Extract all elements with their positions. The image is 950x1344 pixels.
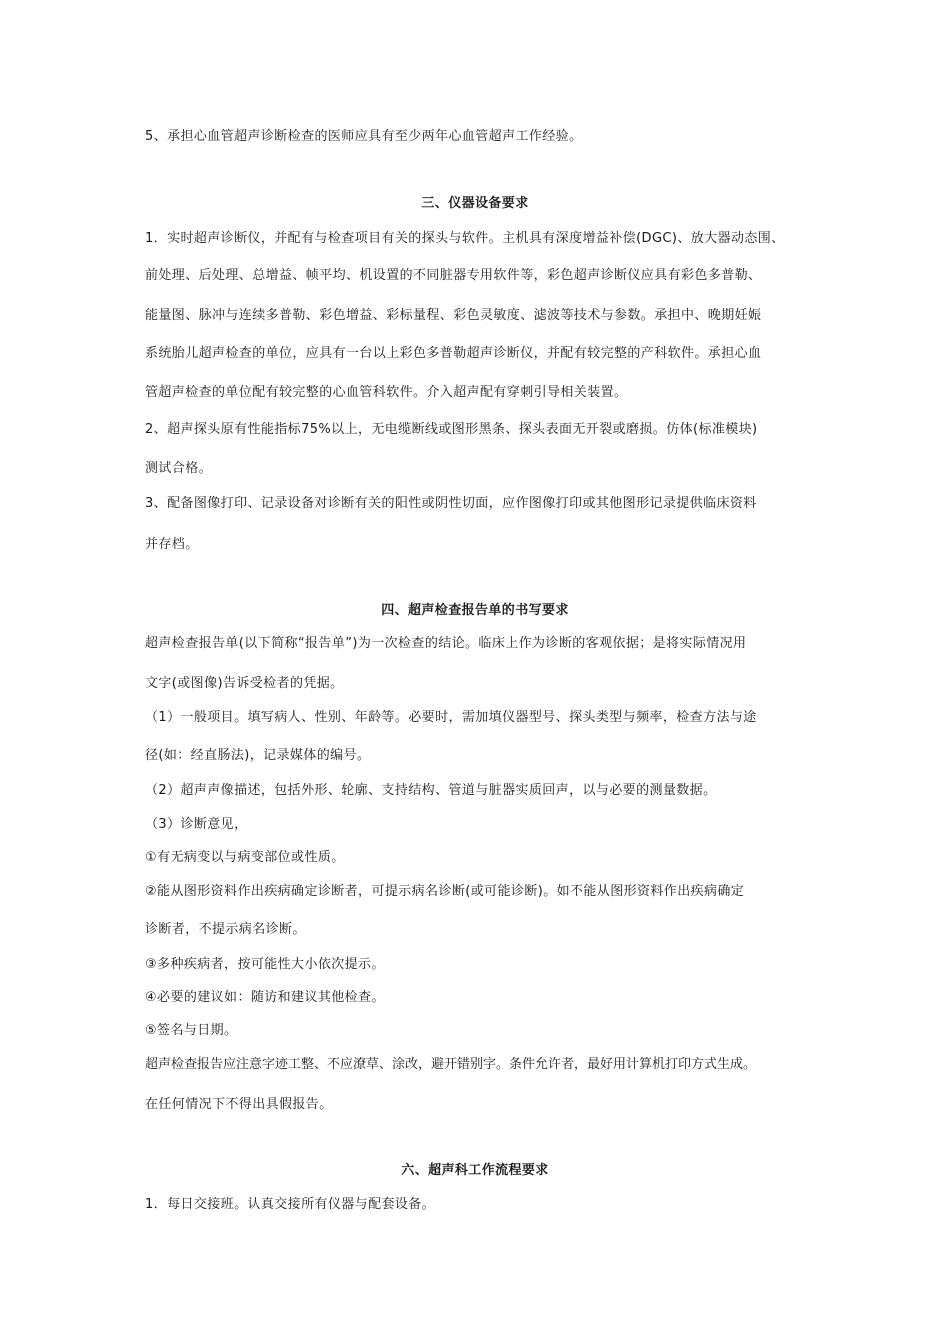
section-heading-workflow: 六、超声科工作流程要求 <box>401 1163 549 1178</box>
paragraph-line: 测试合格。 <box>145 461 213 476</box>
paragraph-line: 3、配备图像打印、记录设备对诊断有关的阳性或阴性切面，应作图像打印或其他图形记录提供临床资料 <box>145 496 757 511</box>
list-item: ③多种疾病者，按可能性大小依次提示。 <box>145 957 385 972</box>
paragraph-line: 2、超声探头原有性能指标75%以上，无电缆断线或图形黑条、探头表面无开裂或磨损。仿体(标准模块) <box>145 422 758 437</box>
paragraph-line: 1．实时超声诊断仪，并配有与检查项目有关的探头与软件。主机具有深度增益补偿(DGC)、放大器动态围、 <box>145 231 785 246</box>
paragraph-line: 径(如：经直肠法)，记录媒体的编号。 <box>145 748 371 763</box>
list-item: ②能从图形资料作出疾病确定诊断者，可提示病名诊断(或可能诊断)。如不能从图形资料作出疾病确定 <box>145 884 745 899</box>
paragraph-line: 5、承担心血管超声诊断检查的医师应具有至少两年心血管超声工作经验。 <box>145 129 583 144</box>
paragraph-line: 能量图、脉冲与连续多普勒、彩色增益、彩标量程、彩色灵敏度、滤波等技术与参数。承担中、晚期妊娠 <box>145 308 762 323</box>
paragraph-line: （3）诊断意见， <box>145 817 248 832</box>
paragraph-line: （2）超声声像描述，包括外形、轮廓、支持结构、管道与脏器实质回声，以与必要的测量数据。 <box>145 783 717 798</box>
paragraph-line: 诊断者，不提示病名诊断。 <box>145 922 306 937</box>
paragraph-line: 文字(或图像)告诉受检者的凭据。 <box>145 676 344 691</box>
paragraph-line: 1．每日交接班。认真交接所有仪器与配套设备。 <box>145 1197 436 1212</box>
section-heading-equipment: 三、仪器设备要求 <box>421 196 529 211</box>
paragraph-line: 系统胎儿超声检查的单位，应具有一台以上彩色多普勒超声诊断仪，并配有较完整的产科软件。承担心血 <box>145 346 762 361</box>
paragraph-line: 在任何情况下不得出具假报告。 <box>145 1097 333 1112</box>
list-item: ⑤签名与日期。 <box>145 1023 238 1038</box>
paragraph-line: 管超声检查的单位配有较完整的心血管科软件。介入超声配有穿刺引导相关装置。 <box>145 385 628 400</box>
section-heading-report: 四、超声检查报告单的书写要求 <box>381 603 569 618</box>
list-item: ④必要的建议如：随访和建议其他检查。 <box>145 990 385 1005</box>
paragraph-line: 超声检查报告单(以下简称“报告单”)为一次检查的结论。临床上作为诊断的客观依据；是将实际情况用 <box>145 636 747 651</box>
paragraph-line: 并存档。 <box>145 537 199 552</box>
paragraph-line: 前处理、后处理、总增益、帧平均、机设置的不同脏器专用软件等，彩色超声诊断仪应具有彩色多普勒、 <box>145 268 762 283</box>
paragraph-line: 超声检查报告应注意字迹工整、不应潦草、涂改，避开错别字。条件允许者，最好用计算机打印方式生成。 <box>145 1057 757 1072</box>
list-item: ①有无病变以与病变部位或性质。 <box>145 850 345 865</box>
paragraph-line: （1）一般项目。填写病人、性别、年龄等。必要时，需加填仪器型号、探头类型与频率，检查方法与途 <box>145 710 757 725</box>
